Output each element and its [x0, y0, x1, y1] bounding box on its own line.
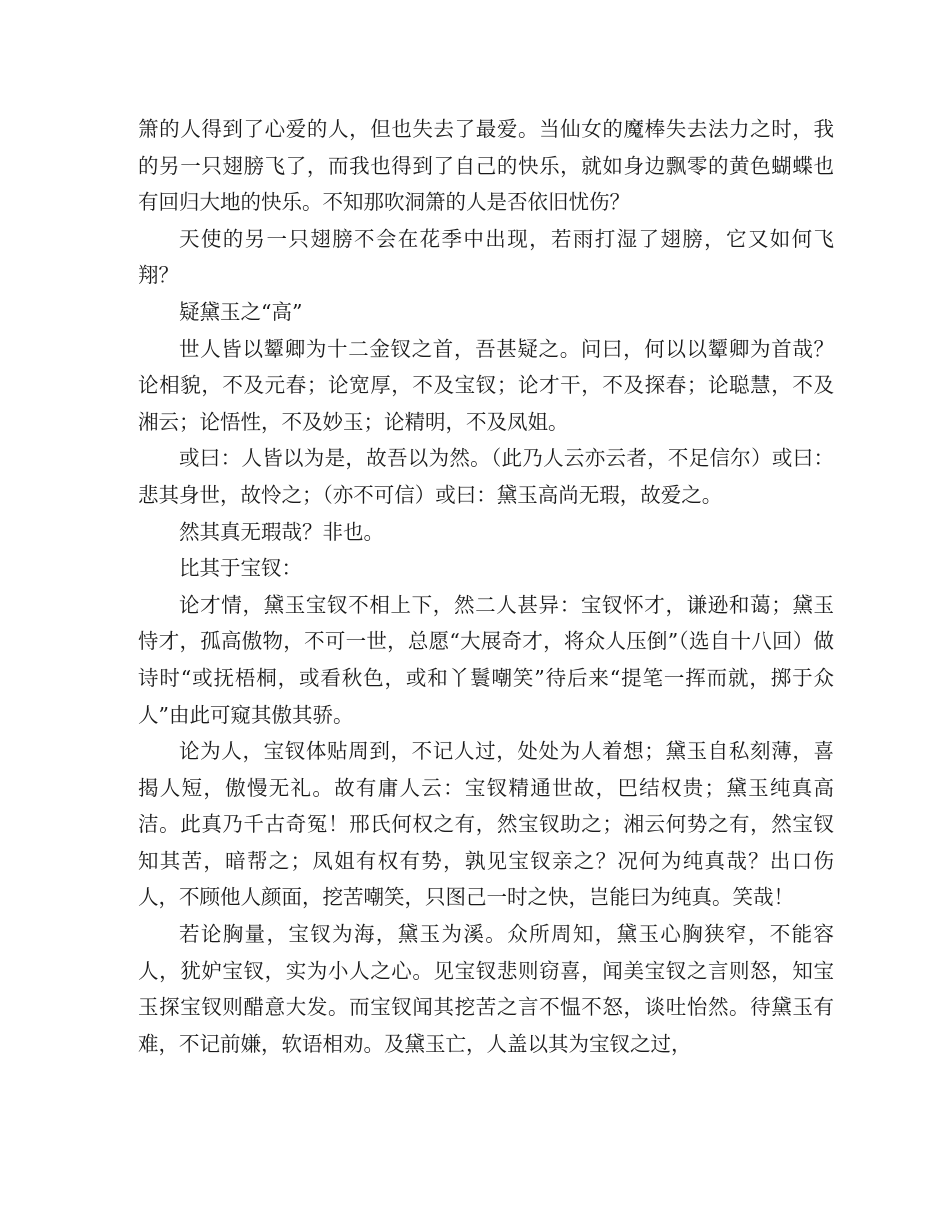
- paragraph-rebuttal: 然其真无瑕哉？非也。: [179, 519, 384, 544]
- paragraph-angel-wing: 天使的另一只翅膀不会在花季中出现，若雨打湿了翅膀，它又如何飞翔？: [138, 226, 834, 288]
- document-body: [138, 111, 834, 1062]
- paragraph-question: 世人皆以颦卿为十二金钗之首，吾甚疑之。问曰，何以以颦卿为首哉？论相貌，不及元春；论宽厚，不及宝钗；论才干，不及探春；论聪慧，不及湘云；论悟性，不及妙玉；论精明，不及凤姐。: [138, 336, 834, 434]
- paragraph-talent: 论才情，黛玉宝钗不相上下，然二人甚异：宝钗怀才，谦逊和蔼；黛玉恃才，孤高傲物，不可一世，总愿“大展奇才，将众人压倒”（选自十八回）做诗时“或抚梧桐，或看秋色，或和丫鬟嘲笑”待后来“提笔一挥而就，掷于众人”由此可窥其傲其骄。: [138, 592, 834, 727]
- paragraph-comparison-intro: 比其于宝钗：: [179, 556, 302, 581]
- section-heading: 疑黛玉之“高”: [179, 299, 303, 324]
- paragraph-continued: 箫的人得到了心爱的人，但也失去了最爱。当仙女的魔棒失去法力之时，我的另一只翅膀飞了，而我也得到了自己的快乐，就如身边飘零的黄色蝴蝶也有回归大地的快乐。不知那吹洞箫的人是否依旧忧伤？: [138, 117, 834, 215]
- paragraph-magnanimity: 若论胸量，宝钗为海，黛玉为溪。众所周知，黛玉心胸狭窄，不能容人，犹妒宝钗，实为小人之心。见宝钗悲则窃喜，闻美宝钗之言则怒，知宝玉探宝钗则醋意大发。而宝钗闻其挖苦之言不愠不怒，谈吐怡然。待黛玉有难，不记前嫌，软语相劝。及黛玉亡，人盖以其为宝钗之过，: [138, 922, 834, 1056]
- paragraph-conduct: 论为人，宝钗体贴周到，不记人过，处处为人着想；黛玉自私刻薄，喜揭人短，傲慢无礼。故有庸人云：宝钗精通世故，巴结权贵；黛玉纯真高洁。此真乃千古奇冤！邢氏何权之有，然宝钗助之；湘云何势之有，然宝钗知其苦，暗帮之；凤姐有权有势，孰见宝钗亲之？况何为纯真哉？出口伤人，不顾他人颜面，挖苦嘲笑，只图己一时之快，岂能曰为纯真。笑哉！: [138, 739, 834, 910]
- paragraph-reasons: 或曰：人皆以为是，故吾以为然。（此乃人云亦云者，不足信尔）或曰：悲其身世，故怜之；（亦不可信）或曰：黛玉高尚无瑕，故爱之。: [138, 446, 834, 507]
